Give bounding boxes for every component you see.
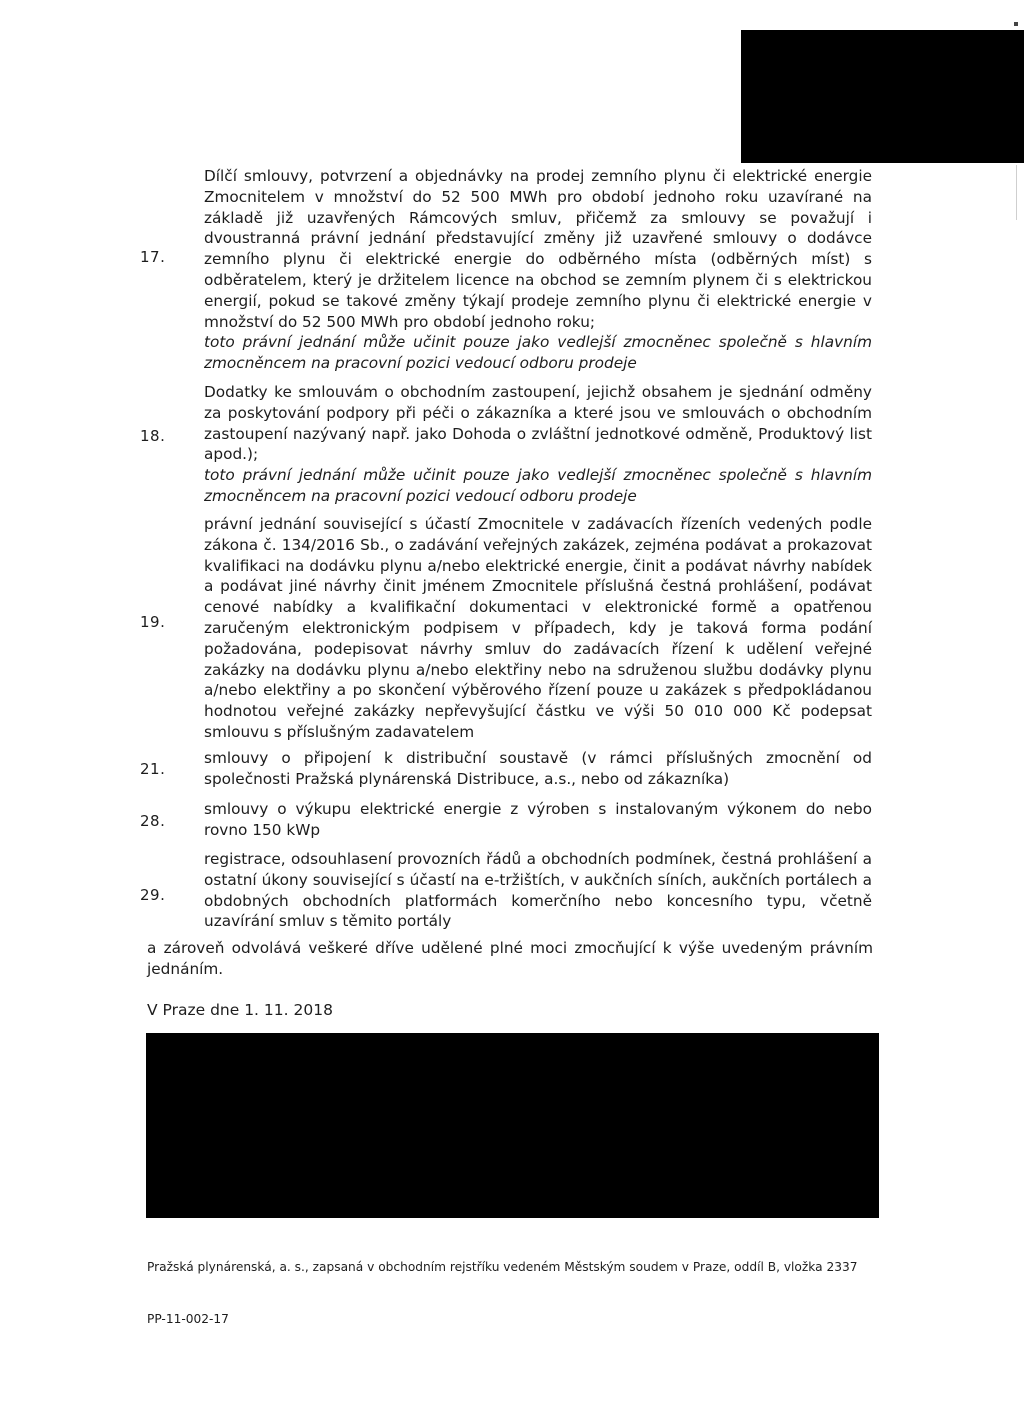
item-body: [204, 849, 872, 932]
redaction-signatures: [146, 1033, 879, 1218]
item-text: smlouvy o připojení k distribuční soustavě (v rámci příslušných zmocnění od společnosti Pražská plynárenská Distribuce, a.s., nebo od zákazníka): [204, 749, 872, 788]
redaction-top-right: [741, 30, 1024, 163]
item-body: [204, 166, 872, 374]
item-text: Dílčí smlouvy, potvrzení a objednávky na prodej zemního plynu či elektrické energie Zmocnitelem v množství do 52 500 MWh pro období jednoho roku uzavírané na základě již uzavřených Rámcových smluv, přičemž za smlouvy se považují i dvoustranná právní jednání představující změny již uzavřené smlouvy o dodávce zemního plynu či elektrické energie do odběrného místa (odběrných míst) s odběratelem, který je držitelem licence na obchod se zemním plynem či s elektrickou energií, pokud se takové změny týkají prodeje zemního plynu či elektrické energie v množství do 52 500 MWh pro období jednoho roku;: [204, 167, 872, 331]
item-body: [204, 748, 872, 790]
footer-company-info: Pražská plynárenská, a. s., zapsaná v obchodním rejstříku vedeném Městským soudem v Praze, oddíl B, vložka 2337: [147, 1260, 858, 1274]
item-body: [204, 799, 872, 841]
footer-document-code: PP-11-002-17: [147, 1312, 229, 1326]
closing-paragraph: a zároveň odvolává veškeré dříve udělené plné moci zmocňující k výše uvedeným právním jednáním.: [147, 939, 873, 978]
item-number: 18.: [140, 427, 166, 445]
item-number: 28.: [140, 812, 166, 830]
item-number: 21.: [140, 760, 166, 778]
item-text: smlouvy o výkupu elektrické energie z výroben s instalovaným výkonem do nebo rovno 150 kWp: [204, 800, 872, 839]
item-number: 19.: [140, 613, 166, 631]
item-text: Dodatky ke smlouvám o obchodním zastoupení, jejichž obsahem je sjednání odměny za poskytování podpory při péči o zákazníka a které jsou ve smlouvách o obchodním zastoupení nazývaný např. jako Dohoda o zvláštní jednotkové odměně, Produktový list apod.);: [204, 383, 872, 464]
item-number: 29.: [140, 886, 166, 904]
item-body: [204, 514, 872, 743]
item-body: [204, 382, 872, 507]
item-number: 17.: [140, 248, 166, 266]
item-text: registrace, odsouhlasení provozních řádů a obchodních podmínek, čestná prohlášení a ostatní úkony související s účastí na e-tržištích, v aukčních síních, aukčních portálech a obdobných obchodních platformách komerčního nebo koncesního typu, včetně uzavírání smluv s těmito portály: [204, 850, 872, 931]
item-note: toto právní jednání může učinit pouze jako vedlejší zmocněnec společně s hlavním zmocněncem na pracovní pozici vedoucí odboru prodeje: [204, 333, 872, 373]
date-line: V Praze dne 1. 11. 2018: [147, 1001, 333, 1019]
item-note: toto právní jednání může učinit pouze jako vedlejší zmocněnec společně s hlavním zmocněncem na pracovní pozici vedoucí odboru prodeje: [204, 466, 872, 505]
scan-edge-line: [1016, 165, 1017, 220]
scan-mark: [1014, 22, 1018, 26]
item-text: právní jednání související s účastí Zmocnitele v zadávacích řízeních vedených podle zákona č. 134/2016 Sb., o zadávání veřejných zakázek, zejména podávat a prokazovat kvalifikaci na dodávku plynu a/nebo elektrické energie, činit a podávat návrhy nabídek a podávat jiné návrhy činit jménem Zmocnitele příslušná čestná prohlášení, podávat cenové nabídky a kvalifikační dokumentaci v elektronické formě a opatřenou zaručeným elektronickým podpisem v případech, kdy je taková forma podání požadována, podepisovat návrhy smluv do zadávacích řízení k udělení veřejné zakázky na dodávku plynu a/nebo elektřiny nebo na sdruženou službu dodávky plynu a/nebo elektřiny a po skončení výběrového řízení pouze u zakázek s předpokládanou hodnotou veřejné zakázky nepřevyšující částku ve výši 50 010 000 Kč podepsat smlouvu s příslušným zadavatelem: [204, 515, 872, 741]
